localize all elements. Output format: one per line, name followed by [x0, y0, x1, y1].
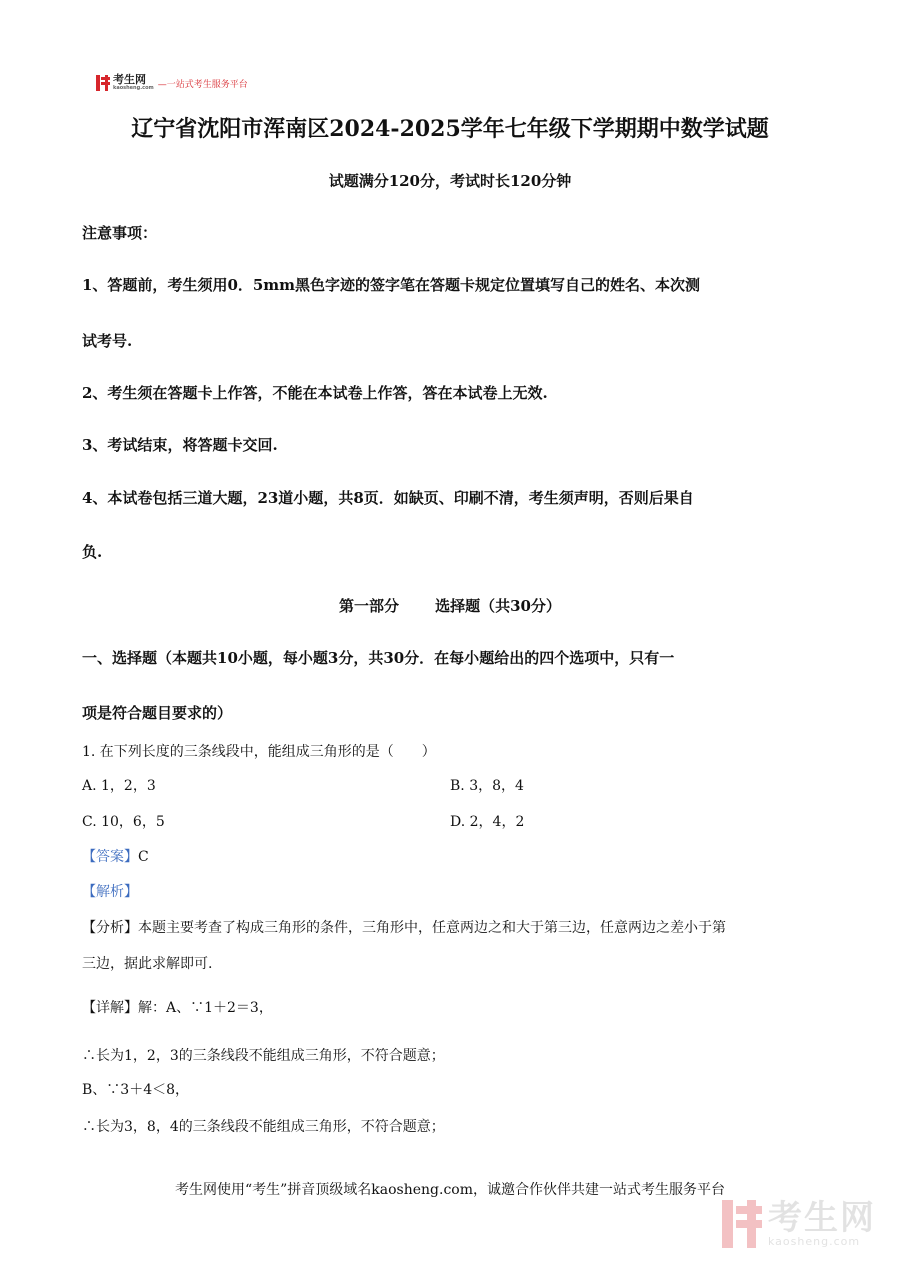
- watermark-domain: kaosheng.com: [768, 1235, 861, 1248]
- notice-item: 试考号.: [82, 332, 133, 350]
- logo-slogan: —一站式考生服务平台: [157, 79, 248, 90]
- option-c: C. 10，6，5: [82, 814, 165, 830]
- analysis-line: 三边，据此求解即可.: [82, 956, 213, 972]
- question-stem: 1. 在下列长度的三条线段中，能组成三角形的是（ ）: [82, 744, 436, 760]
- part-name: 第一部分: [339, 597, 400, 615]
- exam-title: 辽宁省沈阳市浑南区2024-2025学年七年级下学期期中数学试题: [131, 116, 769, 142]
- logo-domain: kaosheng.com: [113, 85, 154, 91]
- section-heading: 项是符合题目要求的）: [82, 704, 233, 722]
- watermark: [722, 1200, 876, 1248]
- option-b: B. 3，8，4: [450, 778, 524, 794]
- logo-mark-icon: [96, 75, 110, 91]
- detail-line: 【详解】解：A、∵1＋2＝3，: [82, 1000, 273, 1016]
- option-a: A. 1，2，3: [82, 778, 156, 794]
- site-logo[interactable]: [96, 73, 248, 93]
- notice-item: 1、答题前，考生须用0．5mm黑色字迹的签字笔在答题卡规定位置填写自己的姓名、本次测: [82, 276, 701, 294]
- watermark-name: 考生网: [768, 1198, 876, 1238]
- exam-subtitle: 试题满分120分，考试时长120分钟: [328, 172, 572, 190]
- watermark-logo-icon: [722, 1200, 762, 1248]
- logo-name: 考生网: [113, 73, 146, 86]
- detail-line: B、∵3＋4＜8，: [82, 1082, 190, 1098]
- analysis-tag: 【解析】: [82, 884, 138, 900]
- notice-item: 4、本试卷包括三道大题，23道小题，共8页．如缺页、印刷不清，考生须声明，否则后果自: [82, 489, 694, 507]
- page-footer: 考生网使用“考生”拼音顶级域名kaosheng.com，诚邀合作伙伴共建一站式考生服务平台: [174, 1182, 726, 1198]
- section-heading: 一、选择题（本题共10小题，每小题3分，共30分．在每小题给出的四个选项中，只有一: [82, 649, 675, 667]
- part-desc: 选择题（共30分）: [435, 597, 561, 615]
- part-heading: [0, 595, 900, 616]
- logo-text: [113, 75, 154, 91]
- detail-line: ∴长为3，8，4的三条线段不能组成三角形，不符合题意；: [82, 1119, 445, 1135]
- notice-heading: 注意事项：: [82, 224, 158, 242]
- answer-value: C: [138, 849, 149, 865]
- answer-line: [82, 846, 149, 866]
- notice-item: 负.: [82, 543, 103, 561]
- notice-item: 2、考生须在答题卡上作答，不能在本试卷上作答，答在本试卷上无效.: [82, 384, 548, 402]
- answer-tag: 【答案】: [82, 849, 138, 865]
- notice-item: 3、考试结束，将答题卡交回.: [82, 436, 278, 454]
- detail-line: ∴长为1，2，3的三条线段不能组成三角形，不符合题意；: [82, 1048, 445, 1064]
- analysis-line: 【分析】本题主要考查了构成三角形的条件，三角形中，任意两边之和大于第三边，任意两边之差小于第: [82, 920, 726, 936]
- option-d: D. 2，4，2: [450, 814, 525, 830]
